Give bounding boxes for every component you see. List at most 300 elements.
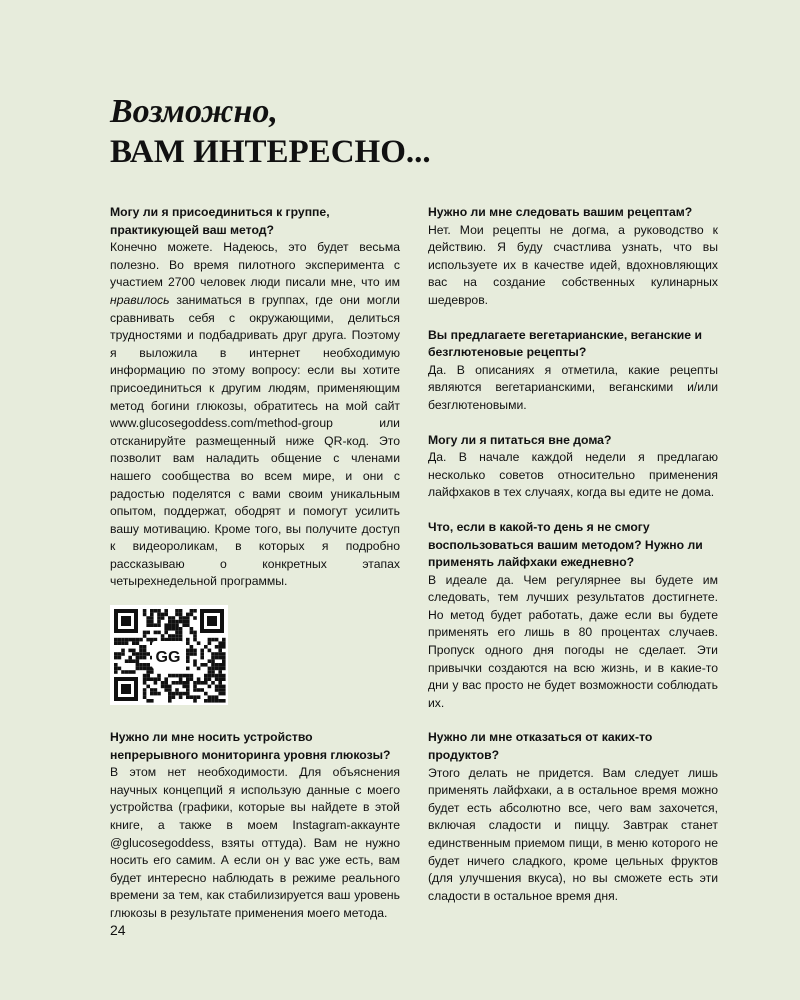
- qr-module: [208, 659, 212, 663]
- qr-module: [204, 674, 208, 678]
- qr-module: [186, 656, 190, 660]
- question-vegetarian: Вы предлагаете вегетарианские, веганские и безглютеновые рецепты?: [428, 327, 702, 360]
- qr-module: [222, 667, 226, 671]
- qr-module: [154, 631, 158, 635]
- qr-module: [204, 692, 208, 696]
- qr-module: [208, 649, 212, 653]
- qr-module: [193, 681, 197, 685]
- qr-module: [118, 641, 122, 645]
- qr-module: [146, 677, 150, 681]
- qr-module: [218, 685, 222, 689]
- qr-module: [132, 670, 136, 674]
- qr-module: [150, 688, 154, 692]
- answer-group-part1: Конечно можете. Надеюсь, это будет весьма полезно. Во время пилотного эксперимента с участием 2700 человек люди писали мне, что им: [110, 240, 400, 290]
- qr-module: [197, 688, 201, 692]
- qr-module: [154, 692, 158, 696]
- qr-module: [154, 638, 158, 642]
- qr-module: [218, 677, 222, 681]
- qr-module: [161, 681, 165, 685]
- qr-module: [182, 692, 186, 696]
- qr-module: [150, 623, 154, 627]
- qr-module: [143, 613, 147, 617]
- title-line-2: ВАМ ИНТЕРЕСНО...: [110, 134, 431, 170]
- qr-module: [132, 659, 136, 663]
- qr-module: [157, 692, 161, 696]
- qr-module: [139, 663, 143, 667]
- qr-module: [222, 659, 226, 663]
- qr-module: [182, 616, 186, 620]
- qr-module: [146, 638, 150, 642]
- qr-module: [186, 638, 190, 642]
- qr-module: [193, 649, 197, 653]
- qr-module: [193, 695, 197, 699]
- qr-logo-text: GG: [155, 649, 181, 667]
- qr-module: [121, 652, 125, 656]
- question-foods: Нужно ли мне отказаться от каких-то продуктов?: [428, 730, 653, 763]
- qr-module: [179, 609, 183, 613]
- qr-module: [168, 674, 172, 678]
- qr-module: [222, 685, 226, 689]
- qr-module: [143, 609, 147, 613]
- qr-module: [186, 692, 190, 696]
- qr-module: [157, 623, 161, 627]
- qr-module: [172, 620, 176, 624]
- qr-module: [157, 620, 161, 624]
- qr-module: [154, 688, 158, 692]
- qr-module: [182, 685, 186, 689]
- qr-module: [164, 677, 168, 681]
- answer-group-part2: заниматься в группах, где они могли сравнивать себя с окружающими, делиться трудностями и подбадривать друг друга. Поэтому я выложила в интернет необходимую информацию по этому вопросу: если вы хотите присоединиться к другим людям, применяющим метод богини глюкозы, обратитесь на мой сайт www.glucosegoddess.com/method-group или отсканируйте размещенный ниже QR-код. Это позволит вам наладить общение с членами нашего сообщества во всем мире, и они с радостью поделятся с вами своим уникальным опытом, поддержат, ободрят и помогут усилить вашу мотивацию. Кроме того, вы получите доступ к видеороликам, в которых я подробно рассказываю о конкретных этапах четырехнедельной программы.: [110, 292, 400, 589]
- qr-module: [154, 681, 158, 685]
- qr-module: [150, 616, 154, 620]
- qr-module: [146, 674, 150, 678]
- qr-module: [128, 649, 132, 653]
- qr-module: [114, 652, 118, 656]
- qr-module: [197, 681, 201, 685]
- qr-module: [208, 699, 212, 703]
- qr-module: [175, 681, 179, 685]
- qr-module: [146, 652, 150, 656]
- qr-module: [172, 695, 176, 699]
- qr-module: [146, 667, 150, 671]
- qr-module: [146, 623, 150, 627]
- qr-module: [179, 620, 183, 624]
- qr-module: [150, 638, 154, 642]
- qr-module: [215, 638, 219, 642]
- qr-module: [193, 609, 197, 613]
- qr-module: [215, 645, 219, 649]
- qr-module: [128, 638, 132, 642]
- qr-module: [121, 641, 125, 645]
- qr-module: [197, 677, 201, 681]
- qr-module: [179, 695, 183, 699]
- qr-module: [218, 656, 222, 660]
- qr-module: [136, 659, 140, 663]
- qr-module: [175, 623, 179, 627]
- qr-module: [143, 645, 147, 649]
- qr-module: [146, 616, 150, 620]
- qr-module: [175, 609, 179, 613]
- qr-module: [161, 685, 165, 689]
- qr-module: [182, 620, 186, 624]
- qr-module: [118, 638, 122, 642]
- qr-module: [154, 609, 158, 613]
- qr-module: [193, 688, 197, 692]
- qr-module: [172, 634, 176, 638]
- qr-module: [139, 645, 143, 649]
- qr-module: [132, 652, 136, 656]
- qr-module: [186, 641, 190, 645]
- qr-module: [146, 620, 150, 624]
- qr-module: [218, 688, 222, 692]
- qr-module: [211, 656, 215, 660]
- qr-module: [157, 631, 161, 635]
- faq-item-eating-out: [428, 432, 718, 502]
- qr-module: [139, 656, 143, 660]
- answer-eating-out: Да. В начале каждой недели я предлагаю несколько советов относительно применения лайфхаков в тех случаях, когда вы едите не дома.: [428, 450, 718, 500]
- qr-module: [211, 681, 215, 685]
- qr-module: [164, 623, 168, 627]
- qr-code-image: [110, 605, 228, 705]
- qr-module: [215, 699, 219, 703]
- qr-module: [186, 688, 190, 692]
- qr-module: [172, 692, 176, 696]
- qr-module: [190, 613, 194, 617]
- faq-item-foods: [428, 729, 718, 905]
- qr-module: [222, 674, 226, 678]
- qr-module: [164, 627, 168, 631]
- qr-module: [197, 667, 201, 671]
- qr-module: [190, 627, 194, 631]
- qr-module: [190, 652, 194, 656]
- qr-module: [161, 616, 165, 620]
- faq-item-recipes: [428, 204, 718, 310]
- answer-cgm: В этом нет необходимости. Для объяснения научных концепций я использую данные с моего устройства (графики, которые вы найдете в этой книге, а также в моем Instagram-аккаунте @glucosegoddess, взяты оттуда). Вам не нужно носить его самим. А если он у вас уже есть, вам будет интересно наблюдать в режиме реального времени за тем, как стабилизируется ваш уровень глюкозы в результате применения моего метода.: [110, 765, 400, 920]
- qr-finder-bottom-left: [114, 677, 138, 701]
- qr-module: [146, 699, 150, 703]
- qr-module: [208, 641, 212, 645]
- qr-module: [175, 638, 179, 642]
- qr-module: [175, 688, 179, 692]
- qr-module: [143, 677, 147, 681]
- qr-module: [121, 649, 125, 653]
- qr-module: [215, 688, 219, 692]
- qr-module: [172, 681, 176, 685]
- qr-module: [186, 652, 190, 656]
- qr-module: [179, 677, 183, 681]
- qr-module: [150, 620, 154, 624]
- qr-module: [175, 613, 179, 617]
- qr-module: [215, 695, 219, 699]
- qr-module: [186, 623, 190, 627]
- qr-module: [208, 677, 212, 681]
- qr-module: [186, 685, 190, 689]
- qr-module: [186, 613, 190, 617]
- qr-module: [143, 695, 147, 699]
- qr-module: [208, 685, 212, 689]
- qr-module: [179, 631, 183, 635]
- page-number: 24: [110, 922, 126, 938]
- qr-module: [128, 656, 132, 660]
- qr-module: [200, 652, 204, 656]
- qr-module: [179, 681, 183, 685]
- qr-module: [118, 652, 122, 656]
- qr-module: [218, 699, 222, 703]
- qr-module: [215, 674, 219, 678]
- qr-module: [146, 631, 150, 635]
- qr-module: [161, 638, 165, 642]
- qr-module: [186, 674, 190, 678]
- qr-module: [193, 616, 197, 620]
- qr-module: [172, 638, 176, 642]
- qr-module: [175, 620, 179, 624]
- qr-module: [168, 695, 172, 699]
- qr-module: [222, 656, 226, 660]
- qr-module: [150, 613, 154, 617]
- qr-module: [186, 620, 190, 624]
- question-group: Могу ли я присоединиться к группе, практикующей ваш метод?: [110, 205, 330, 237]
- qr-module: [164, 609, 168, 613]
- qr-module: [179, 692, 183, 696]
- qr-module: [157, 674, 161, 678]
- qr-module: [208, 695, 212, 699]
- qr-module: [222, 699, 226, 703]
- qr-module: [125, 670, 129, 674]
- qr-module: [222, 692, 226, 696]
- qr-module: [200, 688, 204, 692]
- qr-module: [222, 645, 226, 649]
- qr-module: [114, 670, 118, 674]
- qr-module: [179, 674, 183, 678]
- qr-module: [136, 667, 140, 671]
- qr-module: [222, 638, 226, 642]
- qr-module: [215, 667, 219, 671]
- qr-module: [168, 685, 172, 689]
- qr-module: [190, 631, 194, 635]
- qr-module: [146, 663, 150, 667]
- qr-module: [157, 616, 161, 620]
- question-recipes: Нужно ли мне следовать вашим рецептам?: [428, 205, 693, 219]
- qr-module: [157, 609, 161, 613]
- qr-module: [186, 677, 190, 681]
- qr-module: [179, 613, 183, 617]
- qr-module: [150, 677, 154, 681]
- qr-module: [190, 649, 194, 653]
- qr-module: [168, 638, 172, 642]
- qr-module: [143, 652, 147, 656]
- qr-module: [154, 623, 158, 627]
- qr-finder-top-left: [114, 609, 138, 633]
- qr-module: [215, 652, 219, 656]
- qr-module: [211, 670, 215, 674]
- qr-module: [218, 674, 222, 678]
- qr-module: [143, 688, 147, 692]
- qr-module: [200, 656, 204, 660]
- qr-module: [208, 670, 212, 674]
- qr-module: [218, 645, 222, 649]
- qr-module: [211, 699, 215, 703]
- right-column: [428, 204, 718, 922]
- qr-module: [154, 677, 158, 681]
- answer-foods: Этого делать не придется. Вам следует лишь применять лайфхаки, а в остальное время можно будет есть абсолютно все, чего вам захочется, включая сладости и пиццу. Завтрак станет единственным приемом пищи, в меню которого не будет ничего сладкого, кроме цельных фруктов (для улучшения вкуса), но вы сможете есть эти сладости в остальное время дня.: [428, 765, 718, 903]
- qr-module: [193, 685, 197, 689]
- qr-module: [182, 674, 186, 678]
- qr-module: [143, 692, 147, 696]
- qr-module: [132, 638, 136, 642]
- qr-module: [136, 663, 140, 667]
- qr-module: [168, 623, 172, 627]
- qr-module: [125, 638, 129, 642]
- qr-module: [186, 616, 190, 620]
- qr-module: [139, 667, 143, 671]
- qr-finder-top-right: [200, 609, 224, 633]
- qr-module: [164, 613, 168, 617]
- answer-group: [110, 239, 400, 591]
- qr-module: [150, 670, 154, 674]
- qr-module: [136, 638, 140, 642]
- qr-module: [139, 649, 143, 653]
- qr-module: [139, 638, 143, 642]
- qr-module: [222, 663, 226, 667]
- answer-group-italic: нравилось: [110, 292, 170, 307]
- qr-module: [128, 659, 132, 663]
- qr-module: [125, 659, 129, 663]
- qr-module: [218, 692, 222, 696]
- qr-module: [200, 649, 204, 653]
- qr-module: [218, 649, 222, 653]
- qr-module: [143, 681, 147, 685]
- qr-module: [211, 663, 215, 667]
- qr-code[interactable]: [110, 605, 228, 705]
- qr-module: [143, 631, 147, 635]
- qr-module: [193, 659, 197, 663]
- qr-module: [186, 649, 190, 653]
- qr-module: [146, 670, 150, 674]
- qr-module: [222, 677, 226, 681]
- qr-module: [211, 638, 215, 642]
- qr-module: [211, 659, 215, 663]
- qr-module: [190, 695, 194, 699]
- title-line-1: Возможно,: [110, 93, 278, 130]
- qr-module: [200, 681, 204, 685]
- qr-module: [172, 623, 176, 627]
- qr-module: [175, 631, 179, 635]
- qr-module: [143, 649, 147, 653]
- qr-module: [114, 638, 118, 642]
- qr-module: [161, 634, 165, 638]
- qr-module: [208, 667, 212, 671]
- qr-module: [172, 627, 176, 631]
- qr-module: [218, 663, 222, 667]
- qr-module: [186, 695, 190, 699]
- qr-module: [118, 656, 122, 660]
- qr-module: [136, 656, 140, 660]
- qr-module: [157, 677, 161, 681]
- qr-module: [204, 663, 208, 667]
- qr-module: [179, 634, 183, 638]
- qr-module: [132, 649, 136, 653]
- qr-module: [218, 652, 222, 656]
- qr-module: [114, 641, 118, 645]
- qr-module: [193, 652, 197, 656]
- qr-module: [208, 674, 212, 678]
- qr-module: [168, 688, 172, 692]
- qr-module: [215, 677, 219, 681]
- qr-module: [204, 699, 208, 703]
- qr-module: [146, 685, 150, 689]
- qr-module: [218, 681, 222, 685]
- question-eating-out: Могу ли я питаться вне дома?: [428, 432, 612, 447]
- qr-module: [204, 645, 208, 649]
- qr-module: [204, 677, 208, 681]
- qr-module: [157, 613, 161, 617]
- qr-module: [143, 634, 147, 638]
- qr-module: [179, 638, 183, 642]
- qr-module: [218, 670, 222, 674]
- qr-module: [218, 667, 222, 671]
- question-daily: Что, если в какой-то день я не смогу воспользоваться вашим методом? Нужно ли применять лайфхаки ежедневно?: [428, 519, 703, 570]
- qr-module: [175, 674, 179, 678]
- qr-module: [211, 695, 215, 699]
- qr-module: [197, 641, 201, 645]
- qr-module: [215, 663, 219, 667]
- qr-module: [222, 641, 226, 645]
- qr-module: [121, 638, 125, 642]
- qr-module: [168, 634, 172, 638]
- qr-module: [186, 659, 190, 663]
- qr-module: [175, 627, 179, 631]
- qr-module: [139, 652, 143, 656]
- answer-recipes: Нет. Мои рецепты не догма, а руководство к действию. Я буду счастлива узнать, что вы используете их в качестве идей, вдохновляющих вас на создание собственных кулинарных шедевров.: [428, 222, 718, 307]
- qr-module: [168, 692, 172, 696]
- qr-module: [150, 699, 154, 703]
- qr-module: [164, 631, 168, 635]
- qr-module: [186, 681, 190, 685]
- qr-module: [222, 688, 226, 692]
- qr-module: [211, 652, 215, 656]
- qr-module: [190, 645, 194, 649]
- qr-module: [168, 699, 172, 703]
- qr-module: [164, 688, 168, 692]
- qr-module: [193, 631, 197, 635]
- answer-vegetarian: Да. В описаниях я отметила, какие рецепты являются вегетарианскими, веганскими и/или безглютеновыми.: [428, 362, 718, 412]
- qr-module: [172, 674, 176, 678]
- qr-module: [182, 623, 186, 627]
- qr-logo: [152, 641, 184, 669]
- qr-module: [193, 663, 197, 667]
- qr-module: [168, 627, 172, 631]
- question-cgm: Нужно ли мне носить устройство непрерывного мониторинга уровня глюкозы?: [110, 730, 391, 762]
- qr-module: [190, 674, 194, 678]
- qr-module: [125, 641, 129, 645]
- qr-module: [215, 685, 219, 689]
- qr-module: [168, 620, 172, 624]
- qr-module: [136, 652, 140, 656]
- qr-module: [150, 692, 154, 696]
- qr-module: [121, 670, 125, 674]
- qr-module: [136, 641, 140, 645]
- qr-module: [114, 663, 118, 667]
- qr-module: [164, 685, 168, 689]
- qr-module: [218, 641, 222, 645]
- qr-module: [211, 667, 215, 671]
- qr-module: [179, 627, 183, 631]
- qr-module: [204, 681, 208, 685]
- qr-module: [143, 663, 147, 667]
- qr-module: [193, 699, 197, 703]
- qr-module: [161, 613, 165, 617]
- qr-module: [164, 638, 168, 642]
